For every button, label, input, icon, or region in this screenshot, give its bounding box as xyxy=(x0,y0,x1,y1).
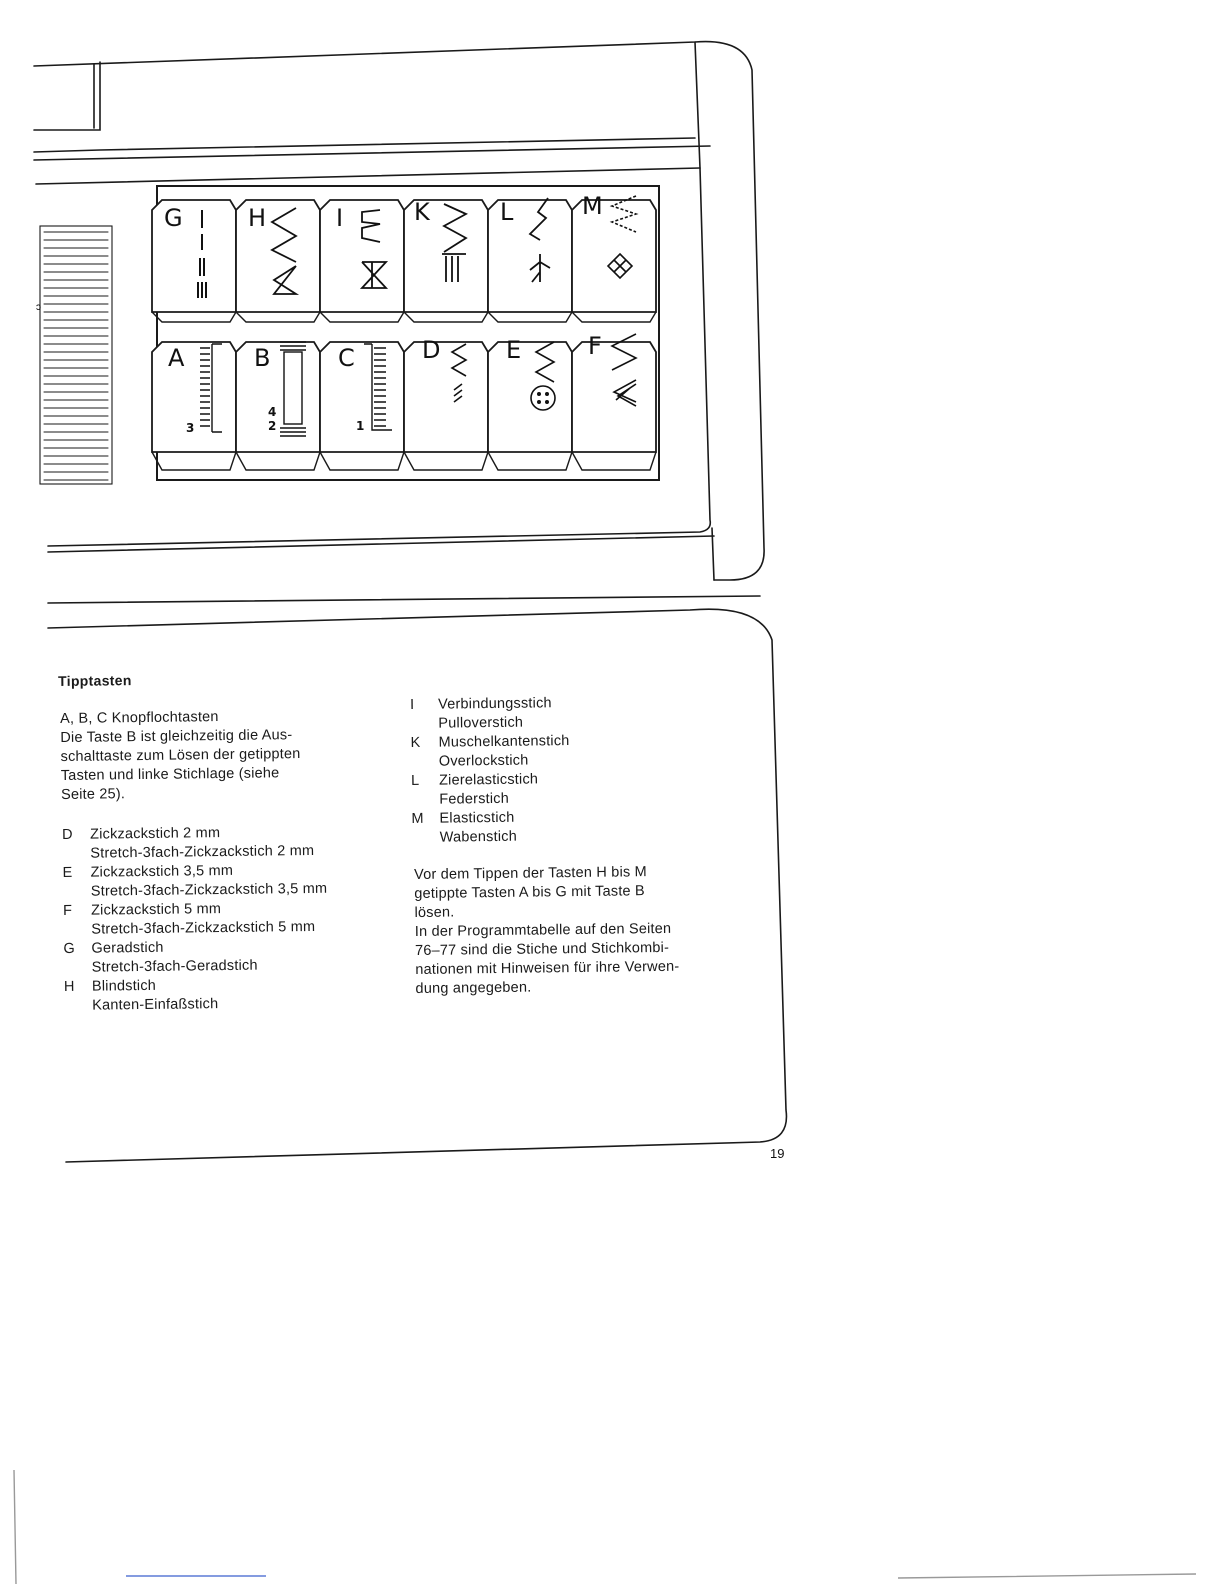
dial-mark: ɔ xyxy=(36,302,41,313)
list-item-label: F xyxy=(62,902,73,919)
usage-paragraph xyxy=(414,863,680,999)
list-item-label: E xyxy=(62,864,73,881)
para-line: getippte Tasten A bis G mit Taste B xyxy=(414,883,645,902)
page-number: 19 xyxy=(770,1146,785,1161)
para-line: 76–77 sind die Stiche und Stichkombi- xyxy=(414,939,670,959)
list-item-text: Blindstich xyxy=(91,977,157,995)
stitch-key-e[interactable] xyxy=(488,336,572,470)
para-line: Tasten und linke Stichlage (siehe xyxy=(60,765,280,784)
list-item-subtext: Stretch-3fach-Zickzackstich 3,5 mm xyxy=(90,880,328,900)
key-label-g: G xyxy=(164,204,183,232)
stitch-length-dial xyxy=(40,226,112,484)
key-label-d: D xyxy=(422,336,441,364)
list-item-subtext: Stretch-3fach-Geradstich xyxy=(91,957,258,976)
key-label-m: M xyxy=(582,192,603,220)
list-item xyxy=(410,694,569,715)
key-number-b-bottom: 2 xyxy=(268,419,277,433)
para-line: lösen. xyxy=(414,904,455,921)
list-item-subtext: Overlockstich xyxy=(438,752,529,770)
key-label-f: F xyxy=(588,332,602,360)
list-item-subtext: Federstich xyxy=(439,790,510,808)
stitch-list-left xyxy=(62,823,329,1016)
list-item xyxy=(411,808,570,829)
list-item-label: K xyxy=(410,734,421,751)
list-item-label: I xyxy=(410,696,415,713)
list-item-label: M xyxy=(411,810,424,827)
key-number-a: 3 xyxy=(186,421,195,435)
key-label-b: B xyxy=(254,344,271,372)
list-item-text: Elasticstich xyxy=(439,809,515,827)
key-label-i: I xyxy=(336,204,344,232)
para-line: Seite 25). xyxy=(60,786,126,803)
stitch-list-right xyxy=(410,694,571,848)
list-item-label: H xyxy=(63,978,75,995)
para-line: schalttaste zum Lösen der getippten xyxy=(60,746,301,765)
section-heading: Tipptasten xyxy=(58,672,132,689)
list-item-subtext: Kanten-Einfaßstich xyxy=(92,996,219,1014)
list-item-subtext: Stretch-3fach-Zickzackstich 2 mm xyxy=(90,842,315,862)
buttonhole-paragraph xyxy=(60,707,301,805)
para-line: dung angegeben. xyxy=(415,979,532,997)
list-item-text: Geradstich xyxy=(91,939,164,957)
key-label-h: H xyxy=(248,204,267,232)
list-item-text: Zickzackstich 5 mm xyxy=(90,901,222,919)
list-item-subtext: Wabenstich xyxy=(439,828,518,846)
buttonhole-key-c[interactable] xyxy=(320,342,404,470)
stitch-key-g[interactable] xyxy=(152,200,236,322)
stitch-key-k[interactable] xyxy=(404,198,488,322)
stitch-key-h[interactable] xyxy=(236,200,320,322)
stitch-key-d[interactable] xyxy=(404,336,488,470)
buttonhole-key-b[interactable] xyxy=(236,342,320,470)
stitch-key-l[interactable] xyxy=(488,198,572,322)
list-item xyxy=(410,732,569,753)
list-item-label: D xyxy=(62,826,73,843)
list-item-text: Zickzackstich 2 mm xyxy=(90,825,221,843)
key-label-l: L xyxy=(500,198,514,226)
list-item-subtext: Stretch-3fach-Zickzackstich 5 mm xyxy=(91,918,316,938)
para-line: nationen mit Hinweisen für ihre Verwen- xyxy=(415,958,680,978)
list-item-text: Muschelkantenstich xyxy=(438,733,570,751)
key-label-e: E xyxy=(506,336,522,364)
list-item-subtext: Pulloverstich xyxy=(438,714,524,732)
list-item-text: Zierelasticstich xyxy=(438,771,539,789)
lower-key-row xyxy=(152,332,656,470)
para-line: In der Programmtabelle auf den Seiten xyxy=(414,920,672,940)
key-label-k: K xyxy=(414,198,430,226)
list-item-text: Verbindungsstich xyxy=(438,695,552,713)
para-line: Die Taste B ist gleichzeitig die Aus- xyxy=(60,727,293,746)
list-item-text: Zickzackstich 3,5 mm xyxy=(90,862,234,881)
key-label-c: C xyxy=(338,344,355,372)
key-number-b-top: 4 xyxy=(268,405,277,419)
list-item xyxy=(411,770,570,791)
list-item-label: L xyxy=(410,772,420,789)
key-number-c: 1 xyxy=(356,419,365,433)
upper-key-row xyxy=(152,192,656,322)
stitch-key-f[interactable] xyxy=(572,332,656,470)
buttonhole-key-a[interactable] xyxy=(152,342,236,470)
stitch-key-m[interactable] xyxy=(572,192,656,322)
para-line: Vor dem Tippen der Tasten H bis M xyxy=(414,864,648,883)
list-item-label: G xyxy=(63,940,76,957)
para-line: A, B, C Knopflochtasten xyxy=(60,709,219,727)
stitch-key-i[interactable] xyxy=(320,200,404,322)
key-label-a: A xyxy=(168,344,185,372)
